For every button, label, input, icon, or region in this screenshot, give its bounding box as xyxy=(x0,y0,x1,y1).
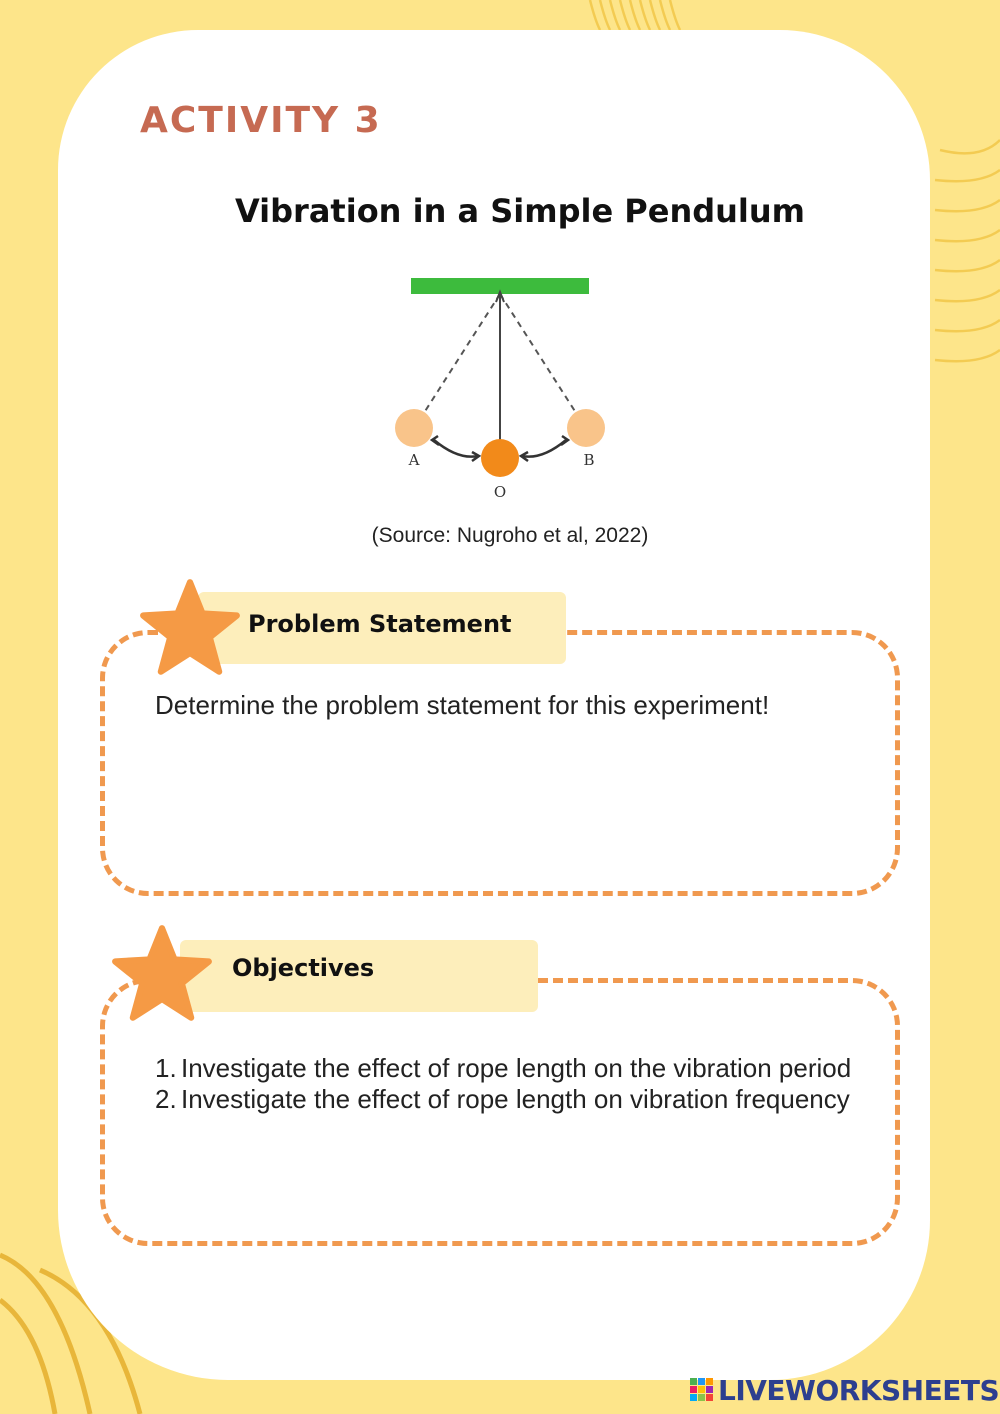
star-icon xyxy=(110,924,214,1024)
list-text: Investigate the effect of rope length on vibration frequency xyxy=(181,1084,850,1114)
bob-b xyxy=(567,409,605,447)
logo-icon xyxy=(690,1378,714,1402)
list-item xyxy=(155,1084,875,1115)
list-item xyxy=(155,1053,875,1084)
liveworksheets-logo[interactable] xyxy=(690,1372,999,1408)
star-icon xyxy=(138,578,242,678)
figure-source: (Source: Nugroho et al, 2022) xyxy=(371,524,649,547)
list-text: Investigate the effect of rope length on the vibration period xyxy=(181,1053,852,1083)
label-a: A xyxy=(408,451,420,469)
label-o: O xyxy=(493,483,507,501)
pendulum-diagram xyxy=(380,268,620,508)
brand-name: LIVEWORKSHEETS xyxy=(718,1373,1000,1407)
objectives-heading: Objectives xyxy=(180,940,538,1012)
label-b: B xyxy=(583,451,595,469)
problem-prompt: Determine the problem statement for this experiment! xyxy=(155,690,770,720)
string-to-a xyxy=(422,294,500,416)
string-to-b xyxy=(500,294,578,416)
bob-a xyxy=(395,409,433,447)
problem-heading: Problem Statement xyxy=(198,592,566,664)
page-title: Vibration in a Simple Pendulum xyxy=(234,192,806,230)
activity-label: ACTIVITY 3 xyxy=(140,100,382,141)
list-number: 2. xyxy=(155,1084,177,1114)
bob-o xyxy=(481,439,519,477)
list-number: 1. xyxy=(155,1053,177,1083)
objectives-list xyxy=(155,1053,875,1115)
